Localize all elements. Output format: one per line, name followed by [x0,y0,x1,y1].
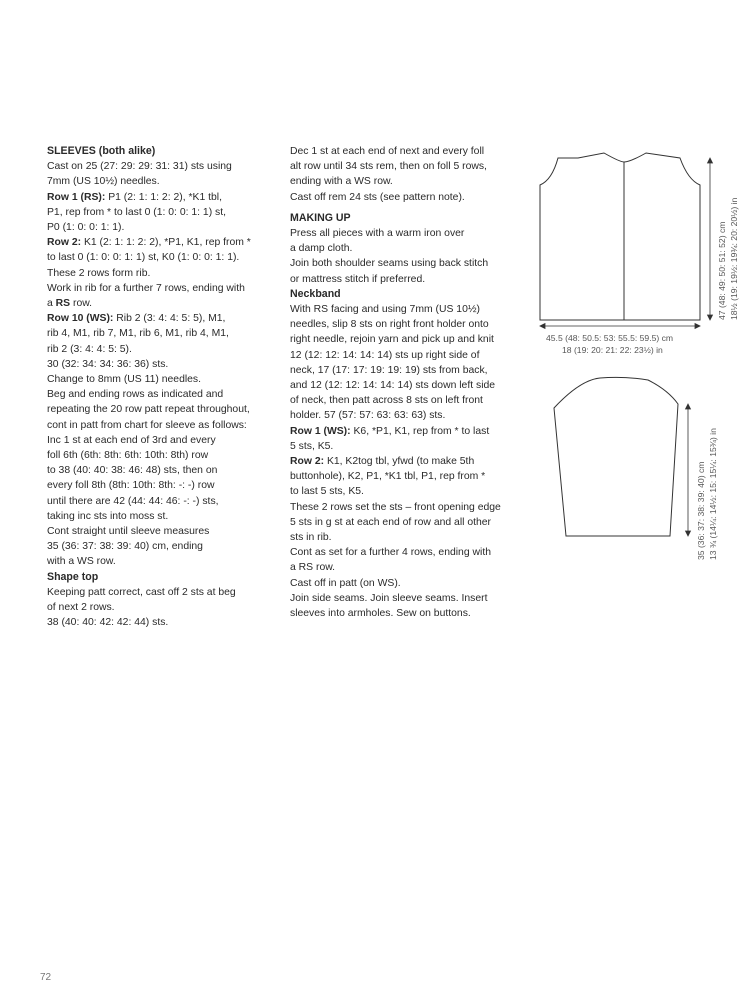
text-line: Press all pieces with a warm iron over [290,228,465,240]
text-line: Keeping patt correct, cast off 2 sts at beg [47,586,236,598]
text-line: to last 5 sts, K5. [290,486,364,498]
text-span: row. [70,298,93,310]
text-line: alt row until 34 sts rem, then on foll 5 rows, [290,161,487,173]
making-up-column [290,144,512,621]
body-width-cm-label: 45.5 (48: 50.5: 53: 55.5: 59.5) cm [546,333,674,343]
text-line: to last 0 (1: 0: 0: 1: 1) st, K0 (1: 0: 0: 1: 1). [47,252,240,264]
sleeve-outline [554,377,678,536]
text-line: Join both shoulder seams using back stitch [290,258,489,270]
text-line: Join side seams. Join sleeve seams. Insert [290,592,488,604]
row-1-instruction [47,190,282,205]
text-line: P0 (1: 0: 0: 1: 1). [47,222,125,234]
text-line: or mattress stitch if preferred. [290,273,426,285]
text-line: Cast on 25 (27: 29: 29: 31: 31) sts using [47,161,232,173]
text-line: 5 sts, K5. [290,440,334,452]
text-line: holder. 57 (57: 57: 63: 63: 63) sts. [290,410,446,422]
text-line: 5 sts in g st at each end of row and all other [290,516,492,528]
text-line: Work in rib for a further 7 rows, ending with [47,282,245,294]
text-line: 7mm (US 10½) needles. [47,176,160,188]
text-line: a damp cloth. [290,243,353,255]
body-height-arrow [708,158,713,320]
sleeves-heading: SLEEVES (both alike) [47,145,156,157]
row-label: Row 2: [47,237,82,249]
text-line: and 12 (12: 12: 14: 14: 14) sts down left side [290,380,496,392]
text-line: right needle, rejoin yarn and pick up and knit [290,334,494,346]
body-schematic [540,153,700,320]
body-outline [540,153,700,320]
row-1-instruction [290,424,512,439]
text-line: Change to 8mm (US 11) needles. [47,374,202,386]
text-line: foll 6th (6th: 8th: 6th: 10th: 8th) row [47,450,209,462]
text-line: With RS facing and using 7mm (US 10½) [290,304,480,316]
sleeves-column [47,144,282,631]
text-line: repeating the 20 row patt repeat throughout, [47,404,250,416]
text-line: rib 4, M1, rib 7, M1, rib 6, M1, rib 4, M1, [47,328,229,340]
row-label: Row 1 (RS): [47,191,106,203]
text-line: a RS row. [290,562,336,574]
text-line: sts in rib. [290,532,332,544]
text-line: Dec 1 st at each end of next and every foll [290,146,485,157]
body-width-in-label: 18 (19: 20: 21: 22: 23½) in [562,345,663,355]
text-line: every foll 8th (8th: 10th: 8th: -: -) row [47,480,215,492]
sleeve-schematic [554,377,678,536]
body-width-arrow [540,324,700,329]
text-line: 38 (40: 40: 42: 42: 44) sts. [47,617,169,629]
text-line: neck, 17 (17: 17: 19: 19: 19) sts from back, [290,364,488,376]
text-span: K1, K2tog tbl, yfwd (to make 5th [324,456,475,468]
text-line: Beg and ending rows as indicated and [47,389,224,401]
text-span: K1 (2: 1: 1: 2: 2), *P1, K1, rep from * [81,237,251,249]
rs-label: RS [55,298,71,310]
text-line: These 2 rows set the sts – front opening edge [290,501,501,513]
text-line: rib 2 (3: 4: 4: 5: 5). [47,343,132,355]
text-line: 35 (36: 37: 38: 39: 40) cm, ending [47,541,203,553]
text-span: K6, *P1, K1, rep from * to last [350,425,490,437]
sleeve-length-in-label: 13 ¾ (14¼: 14½: 15: 15¼: 15¾) in [708,428,718,560]
text-line: ending with a WS row. [290,176,393,188]
shape-top-heading: Shape top [47,570,99,583]
text-span: Rib 2 (3: 4: 4: 5: 5), M1, [113,313,226,325]
text-line: of neck, then patt across 8 sts on left front [290,395,483,407]
text-line [47,296,282,311]
text-span: a [47,298,56,310]
row-label: Row 10 (WS): [47,313,114,325]
text-line: 12 (12: 12: 14: 14: 14) sts up right side of [290,349,480,361]
sleeve-length-arrow [686,404,691,536]
text-line: Cont as set for a further 4 rows, ending with [290,547,491,559]
schematic-diagrams [520,140,750,600]
page-number: 72 [40,972,52,983]
text-line: with a WS row. [47,556,116,568]
text-line: until there are 42 (44: 44: 46: -: -) sts, [47,495,219,507]
body-height-cm-label: 47 (48: 49: 50: 51: 52) cm [717,221,727,320]
text-line: P1, rep from * to last 0 (1: 0: 0: 1: 1) st, [47,206,227,218]
making-up-heading: MAKING UP [290,211,351,224]
text-line: 30 (32: 34: 34: 36: 36) sts. [47,358,169,370]
row-2-instruction [47,235,282,250]
text-line: Inc 1 st at each end of 3rd and every [47,434,216,446]
text-line: taking inc sts into moss st. [47,510,169,522]
body-height-in-label: 18½ (19: 19½: 19¾: 20: 20½) in [729,197,739,320]
text-line: of next 2 rows. [47,602,115,614]
text-line: sleeves into armholes. Sew on buttons. [290,608,471,620]
text-line: Cast off rem 24 sts (see pattern note). [290,191,465,203]
text-line: needles, slip 8 sts on right front holder onto [290,319,489,331]
text-line: These 2 rows form rib. [47,267,151,279]
text-line: to 38 (40: 40: 38: 46: 48) sts, then on [47,465,218,477]
row-2-instruction [290,454,512,469]
text-line: buttonhole), K2, P1, *K1 tbl, P1, rep from * [290,471,486,483]
text-line: cont in patt from chart for sleeve as follows: [47,419,247,431]
neckband-heading: Neckband [290,287,341,300]
text-line: Cont straight until sleeve measures [47,526,210,538]
text-span: P1 (2: 1: 1: 2: 2), *K1 tbl, [105,191,222,203]
row-10-instruction [47,311,282,326]
row-label: Row 2: [290,456,325,468]
row-label: Row 1 (WS): [290,425,351,437]
text-line: Cast off in patt (on WS). [290,577,401,589]
sleeve-length-cm-label: 35 (36: 37: 38: 39: 40) cm [696,461,706,560]
